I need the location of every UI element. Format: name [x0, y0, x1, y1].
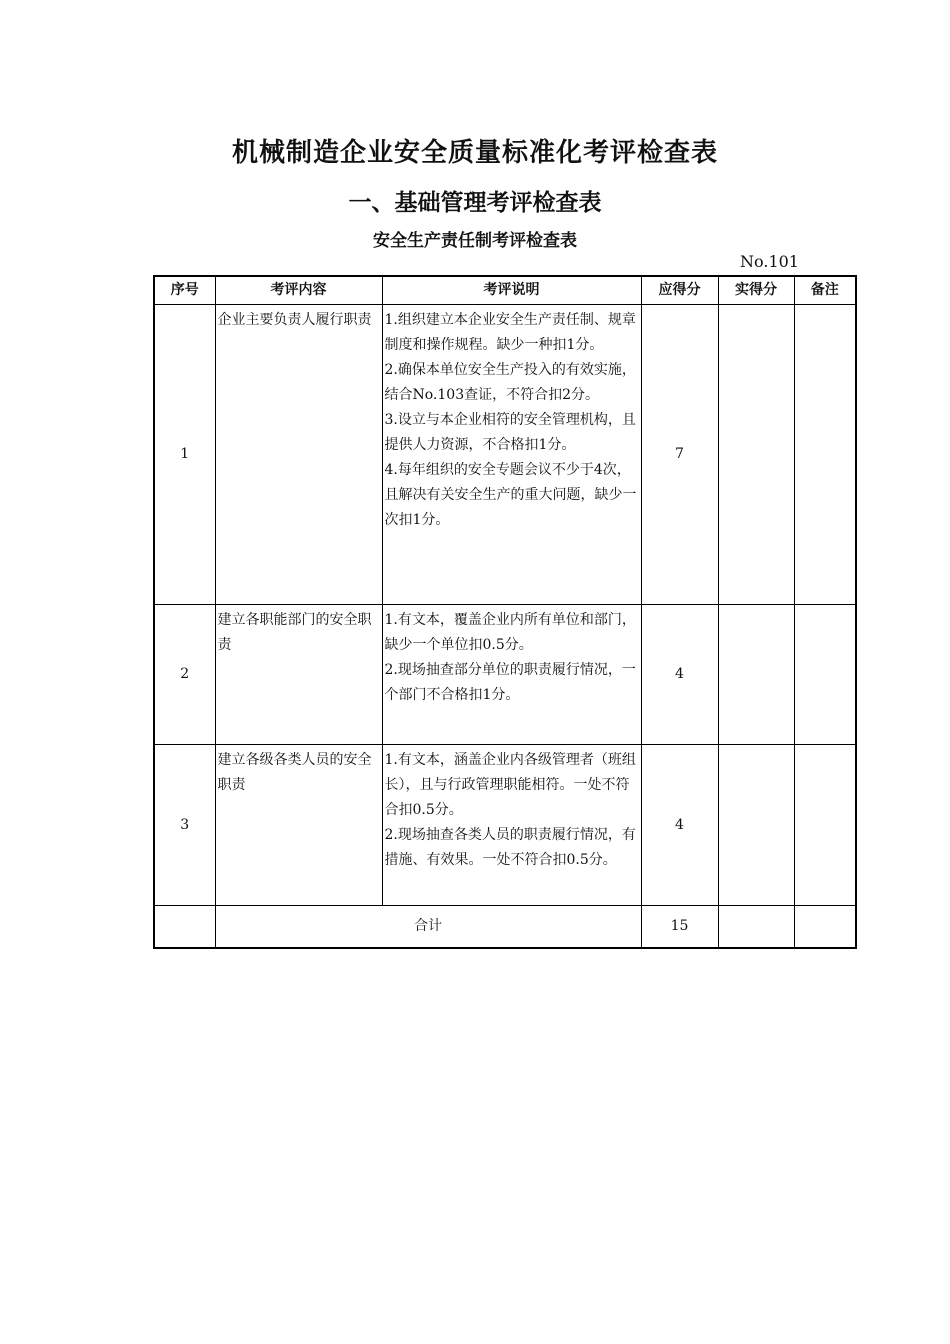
- row-seq: 2: [154, 605, 215, 745]
- document-number: No.101: [740, 252, 799, 271]
- row-remarks[interactable]: [794, 605, 856, 745]
- row-score-due: 7: [641, 305, 718, 605]
- total-row: [154, 906, 856, 948]
- description-item: 3.设立与本企业相符的安全管理机构，且提供人力资源，不合格扣1分。: [384, 412, 636, 453]
- total-remarks[interactable]: [794, 906, 856, 948]
- header-score-due: 应得分: [641, 276, 718, 305]
- row-description: [382, 305, 641, 605]
- description-item: 2.现场抽查各类人员的职责履行情况，有措施、有效果。一处不符合扣0.5分。: [384, 827, 636, 868]
- section-title: 一、基础管理考评检查表: [348, 190, 602, 216]
- description-item: 1.有文本，涵盖企业内各级管理者（班组长），且与行政管理职能相符。一处不符合扣0.5分。: [384, 752, 636, 818]
- header-remarks: 备注: [794, 276, 856, 305]
- description-item: 2.确保本单位安全生产投入的有效实施，结合No.103查证，不符合扣2分。: [384, 362, 636, 403]
- row-remarks[interactable]: [794, 305, 856, 605]
- description-item: 1.有文本，覆盖企业内所有单位和部门，缺少一个单位扣0.5分。: [384, 612, 636, 653]
- document-title: 机械制造企业安全质量标准化考评检查表: [231, 138, 718, 168]
- header-description: 考评说明: [382, 276, 641, 305]
- row-seq: 1: [154, 305, 215, 605]
- row-score-actual[interactable]: [718, 305, 794, 605]
- evaluation-table: [153, 275, 857, 949]
- row-score-due: 4: [641, 745, 718, 906]
- total-score-due: 15: [641, 906, 718, 948]
- description-item: 2.现场抽查部分单位的职责履行情况，一个部门不合格扣1分。: [384, 662, 636, 703]
- row-content: 企业主要负责人履行职责: [215, 305, 382, 605]
- row-score-actual[interactable]: [718, 605, 794, 745]
- row-description: [382, 745, 641, 906]
- table-title: 安全生产责任制考评检查表: [373, 231, 577, 251]
- header-seq: 序号: [154, 276, 215, 305]
- row-content: 建立各职能部门的安全职责: [215, 605, 382, 745]
- table-row: [154, 605, 856, 745]
- row-remarks[interactable]: [794, 745, 856, 906]
- description-item: 4.每年组织的安全专题会议不少于4次，且解决有关安全生产的重大问题，缺少一次扣1分。: [384, 462, 637, 528]
- row-content: 建立各级各类人员的安全职责: [215, 745, 382, 906]
- total-label: 合计: [215, 906, 641, 948]
- table-header-row: [154, 276, 856, 305]
- header-content: 考评内容: [215, 276, 382, 305]
- total-score-actual[interactable]: [718, 906, 794, 948]
- table-row: [154, 305, 856, 605]
- row-description: [382, 605, 641, 745]
- row-score-due: 4: [641, 605, 718, 745]
- description-item: 1.组织建立本企业安全生产责任制、规章制度和操作规程。缺少一种扣1分。: [384, 312, 636, 353]
- table-row: [154, 745, 856, 906]
- row-seq: 3: [154, 745, 215, 906]
- row-score-actual[interactable]: [718, 745, 794, 906]
- header-score-actual: 实得分: [718, 276, 794, 305]
- total-seq-cell: [154, 906, 215, 948]
